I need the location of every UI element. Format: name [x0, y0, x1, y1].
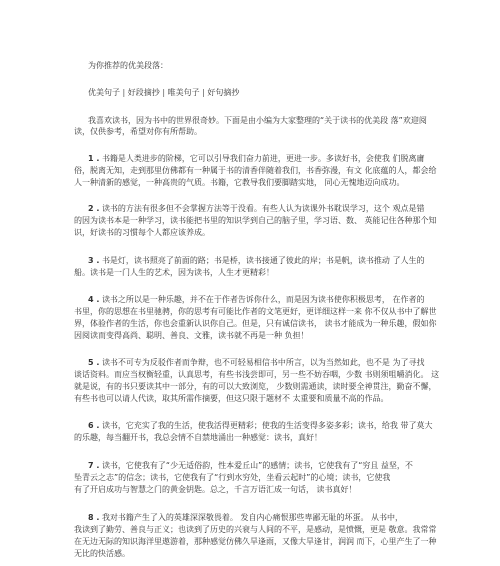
paragraph-text: 书是灯，读书照亮了前面的路；书是桥，读书接通了彼此的岸；书是帆，读书推动 了人生的 — [101, 256, 425, 265]
paragraph-text: 读书，它使我有了“少无适俗韵，性本爱丘山”的感情；读书，它使我有了“穷且 益坚，不 — [101, 461, 413, 470]
paragraph-1-line-2: 俗，脱离无知，走到那里仿佛都有一种属于书的清香伴随着我们，书香弥漫，有文 化底蕴的人，都会给 — [74, 166, 437, 175]
intro-line-2: 读，仅供参考，希望对你有所帮助。 — [74, 127, 202, 136]
related-link-3[interactable]: 唯美句子 — [167, 88, 200, 97]
paragraph-3-line-2: 船。读书是一门人生的艺术，因为读书，人生才更精彩！ — [74, 268, 274, 277]
paragraph-8-line-4: 无比的快活感。 — [74, 549, 130, 558]
paragraph-1-line-1 — [88, 153, 424, 165]
paragraph-4-line-3: 界，体验作者的生活，你也会重新认识你自己。但是，只有诚信读书， 读书才能成为一种乐趣，假如你 — [74, 319, 437, 328]
paragraph-4-line-1 — [88, 294, 424, 306]
paragraph-2-line-3: 识，好读书的习惯每个人都应该养成。 — [74, 228, 210, 237]
paragraph-number: 3 . — [88, 256, 100, 265]
paragraph-5-line-3: 就是说，有的书只要读其中一部分，有的可以大致浏览， 少数则需通读，读时要全神贯注，勤奋不懈， — [74, 382, 437, 391]
related-links — [88, 87, 239, 99]
paragraph-6-line-2: 的乐趣，每当翻开书，我总会情不自禁地涌出一种感觉：读书，真好！ — [74, 433, 322, 442]
paragraph-7-line-3: 有了开启成功与智慧之门的黄金钥匙。总之，千言万语汇成一句话， 读书真好！ — [74, 485, 357, 494]
paragraph-number: 8 . — [88, 513, 100, 522]
paragraph-5-line-1 — [88, 357, 424, 369]
related-link-1[interactable]: 优美句子 — [88, 88, 120, 97]
paragraph-8-line-2: 我读到了勤劳、善良与正义；也读到了历史的兴衰与人间的不平，是感动，是愤慨，更是 敬意。我常常 — [74, 525, 437, 534]
paragraph-7-line-1 — [88, 460, 413, 472]
paragraph-5-line-2: 谈话资料。而应当权衡轻重，认真思考，有些书浅尝即可，另一些不妨吞咽，少数 书则须咀嚼消化。 这 — [74, 370, 440, 379]
paragraph-8-line-3: 在无边无际的知识海洋里遨游着，那种感觉仿佛久旱逢雨，又像大旱逢甘，润润 而下，心里产生了一种 — [74, 537, 437, 546]
paragraph-text: 书籍是人类进步的阶梯，它可以引导我们奋力前进，更进一步。多读好书，会使我 们脱离庸 — [101, 154, 425, 163]
paragraph-4-line-2: 书里，你的思想在书里驰骋，你的思考有可能比作者的文笔更好，更详细这样一来 你不仅从书中了解世 — [74, 307, 437, 316]
link-separator: | — [202, 88, 205, 97]
paragraph-number: 5 . — [88, 358, 100, 367]
paragraph-8-line-1 — [88, 512, 403, 524]
paragraph-number: 7 . — [88, 461, 100, 470]
section-title: 为你推荐的优美段落： — [88, 61, 168, 70]
paragraph-text: 读书不可专为反驳作者而争辩，也不可轻易相信书中所言，以为当然如此，也不是 为了寻找 — [101, 358, 425, 367]
link-separator: | — [122, 88, 126, 97]
related-link-4[interactable]: 好句摘抄 — [207, 88, 240, 97]
paragraph-1-line-3: 人一种清新的感觉，一种高贵的气质。书籍，它教导我们要脚踏实地， 同心无愧地迈向成功。 — [74, 178, 405, 187]
paragraph-4-line-4: 因阅读而变得高尚、聪明、善良、文雅，读书就不再是一种 负担！ — [74, 331, 309, 340]
link-separator: | — [162, 88, 166, 97]
intro-line-1: 我喜欢读书，因为书中的世界很奇妙。下面是由小编为大家整理的“关于读书的优美段 落”欢迎阅 — [88, 116, 427, 125]
paragraph-5-line-4: 有些书也可以请人代读，取其所需作摘要，但这只限于题材不 太重要和质量不高的作品。 — [74, 394, 389, 403]
related-link-2[interactable]: 好段摘抄 — [127, 88, 160, 97]
paragraph-number: 2 . — [88, 204, 100, 213]
paragraph-text: 读书的方法有很多但不会掌握方法等于没看。有些人认为读课外书耽误学习，这个 观点是错 — [101, 204, 425, 213]
paragraph-number: 1 . — [88, 154, 100, 163]
paragraph-number: 4 . — [88, 295, 100, 304]
paragraph-text: 读书之所以是一种乐趣，并不在于作者告诉你什么，而是因为读书使你积极思考， 在作者的 — [101, 295, 425, 304]
paragraph-2-line-1 — [88, 203, 424, 215]
paragraph-6-line-1 — [88, 420, 432, 432]
paragraph-text: 读书，它充实了我的生活，使我活得更精彩；使我的生活变得多姿多彩；读书，给我 带了莫大 — [101, 421, 433, 430]
paragraph-text: 我对书籍产生了入的英雄深深敬畏着。 发自内心痛恨那些卑鄙无耻的坏蛋。 从书中， — [101, 513, 404, 522]
paragraph-number: 6 . — [88, 421, 100, 430]
paragraph-7-line-2: 坠青云之志”的信念；读书，它使我有了“行到水穷处，坐看云起时”的心境；读书，它使我 — [74, 473, 391, 482]
paragraph-3-line-1 — [88, 255, 424, 267]
paragraph-2-line-2: 的因为读书本是一种学习，读书能把书里的知识学到自己的脑子里，学习语、数、 英能记住各种那个知 — [74, 216, 437, 225]
